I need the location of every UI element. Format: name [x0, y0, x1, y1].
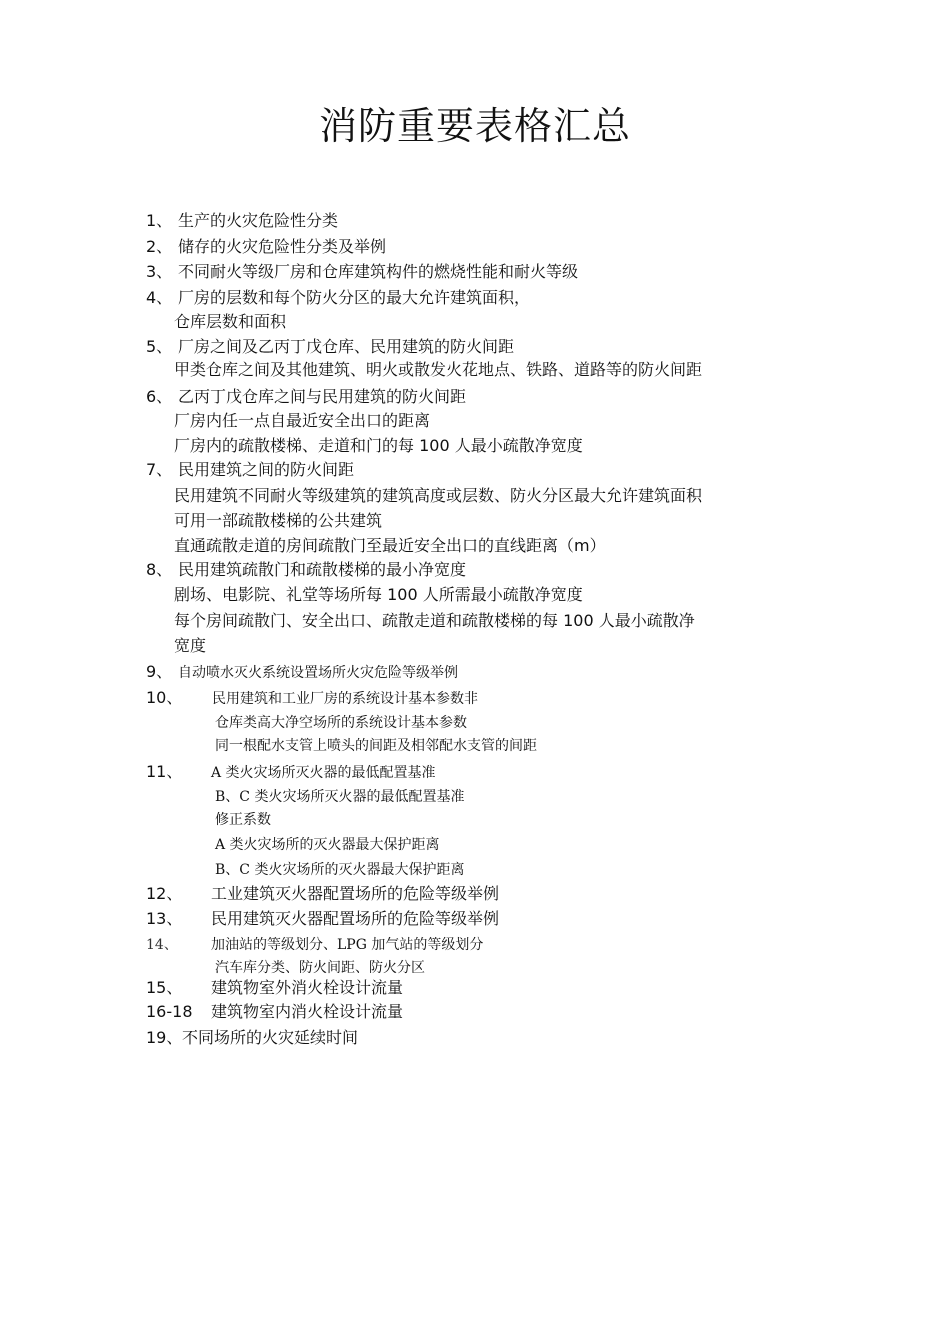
item-number: 8、 [146, 560, 173, 579]
item-text: 厂房内的疏散楼梯、走道和门的每 100 人最小疏散净宽度 [174, 436, 583, 455]
item-text: 民用建筑之间的防火间距 [178, 460, 355, 479]
item-text: 直通疏散走道的房间疏散门至最近安全出口的直线距离（m） [174, 536, 606, 555]
item-text: 仓库层数和面积 [174, 312, 287, 331]
item-number: 10、 [146, 688, 183, 707]
item-text: 厂房内任一点自最近安全出口的距离 [174, 411, 431, 430]
item-text: 不同耐火等级厂房和仓库建筑构件的燃烧性能和耐火等级 [178, 262, 579, 281]
item-text: A 类火灾场所的灭火器最大保护距离 [215, 837, 440, 853]
item-text: 自动喷水灭火系统设置场所火灾危险等级举例 [178, 665, 458, 681]
item-number: 9、 [146, 662, 173, 681]
item-text: 仓库类高大净空场所的系统设计基本参数 [215, 715, 467, 731]
item-text: 剧场、电影院、礼堂等场所每 100 人所需最小疏散净宽度 [174, 585, 583, 604]
item-number: 2、 [146, 237, 173, 256]
item-text: 可用一部疏散楼梯的公共建筑 [174, 511, 383, 530]
item-number: 11、 [146, 762, 183, 781]
item-text: 生产的火灾危险性分类 [178, 211, 339, 230]
item-text: 民用建筑疏散门和疏散楼梯的最小净宽度 [178, 560, 467, 579]
item-number: 15、 [146, 978, 183, 997]
item-text: 厂房的层数和每个防火分区的最大允许建筑面积， [178, 288, 531, 307]
page-title: 消防重要表格汇总 [318, 104, 631, 148]
item-number: 5、 [146, 337, 173, 356]
item-text: 不同场所的火灾延续时间 [182, 1028, 359, 1047]
item-number: 12、 [146, 884, 183, 903]
item-text: 汽车库分类、防火间距、防火分区 [215, 960, 425, 976]
item-text: 同一根配水支管上喷头的间距及相邻配水支管的间距 [215, 738, 537, 754]
item-text: 建筑物室内消火栓设计流量 [211, 1002, 404, 1021]
item-text: 工业建筑灭火器配置场所的危险等级举例 [211, 884, 500, 903]
item-number: 14、 [146, 937, 178, 953]
item-text: 加油站的等级划分、LPG 加气站的等级划分 [211, 937, 484, 953]
item-number: 19、 [146, 1028, 183, 1047]
item-number: 16-18 [146, 1002, 193, 1021]
item-text: 修正系数 [215, 812, 271, 828]
item-text: 民用建筑不同耐火等级建筑的建筑高度或层数、防火分区最大允许建筑面积 [174, 486, 703, 505]
item-text: 民用建筑灭火器配置场所的危险等级举例 [211, 909, 500, 928]
item-number: 6、 [146, 387, 173, 406]
item-text: 每个房间疏散门、安全出口、疏散走道和疏散楼梯的每 100 人最小疏散净 [174, 611, 695, 630]
item-text: 甲类仓库之间及其他建筑、明火或散发火花地点、铁路、道路等的防火间距 [174, 360, 703, 379]
item-text: A 类火灾场所灭火器的最低配置基准 [211, 765, 436, 781]
item-text: 宽度 [174, 636, 207, 655]
item-number: 1、 [146, 211, 173, 230]
item-text: 民用建筑和工业厂房的系统设计基本参数非 [212, 691, 478, 707]
item-number: 4、 [146, 288, 173, 307]
item-text: B、C 类火灾场所的灭火器最大保护距离 [215, 862, 465, 878]
item-number: 7、 [146, 460, 173, 479]
item-text: 建筑物室外消火栓设计流量 [211, 978, 404, 997]
item-text: 乙丙丁戊仓库之间与民用建筑的防火间距 [178, 387, 467, 406]
item-number: 3、 [146, 262, 173, 281]
item-text: 储存的火灾危险性分类及举例 [178, 237, 387, 256]
item-number: 13、 [146, 909, 183, 928]
item-text: B、C 类火灾场所灭火器的最低配置基准 [215, 789, 465, 805]
item-text: 厂房之间及乙丙丁戊仓库、民用建筑的防火间距 [178, 337, 515, 356]
